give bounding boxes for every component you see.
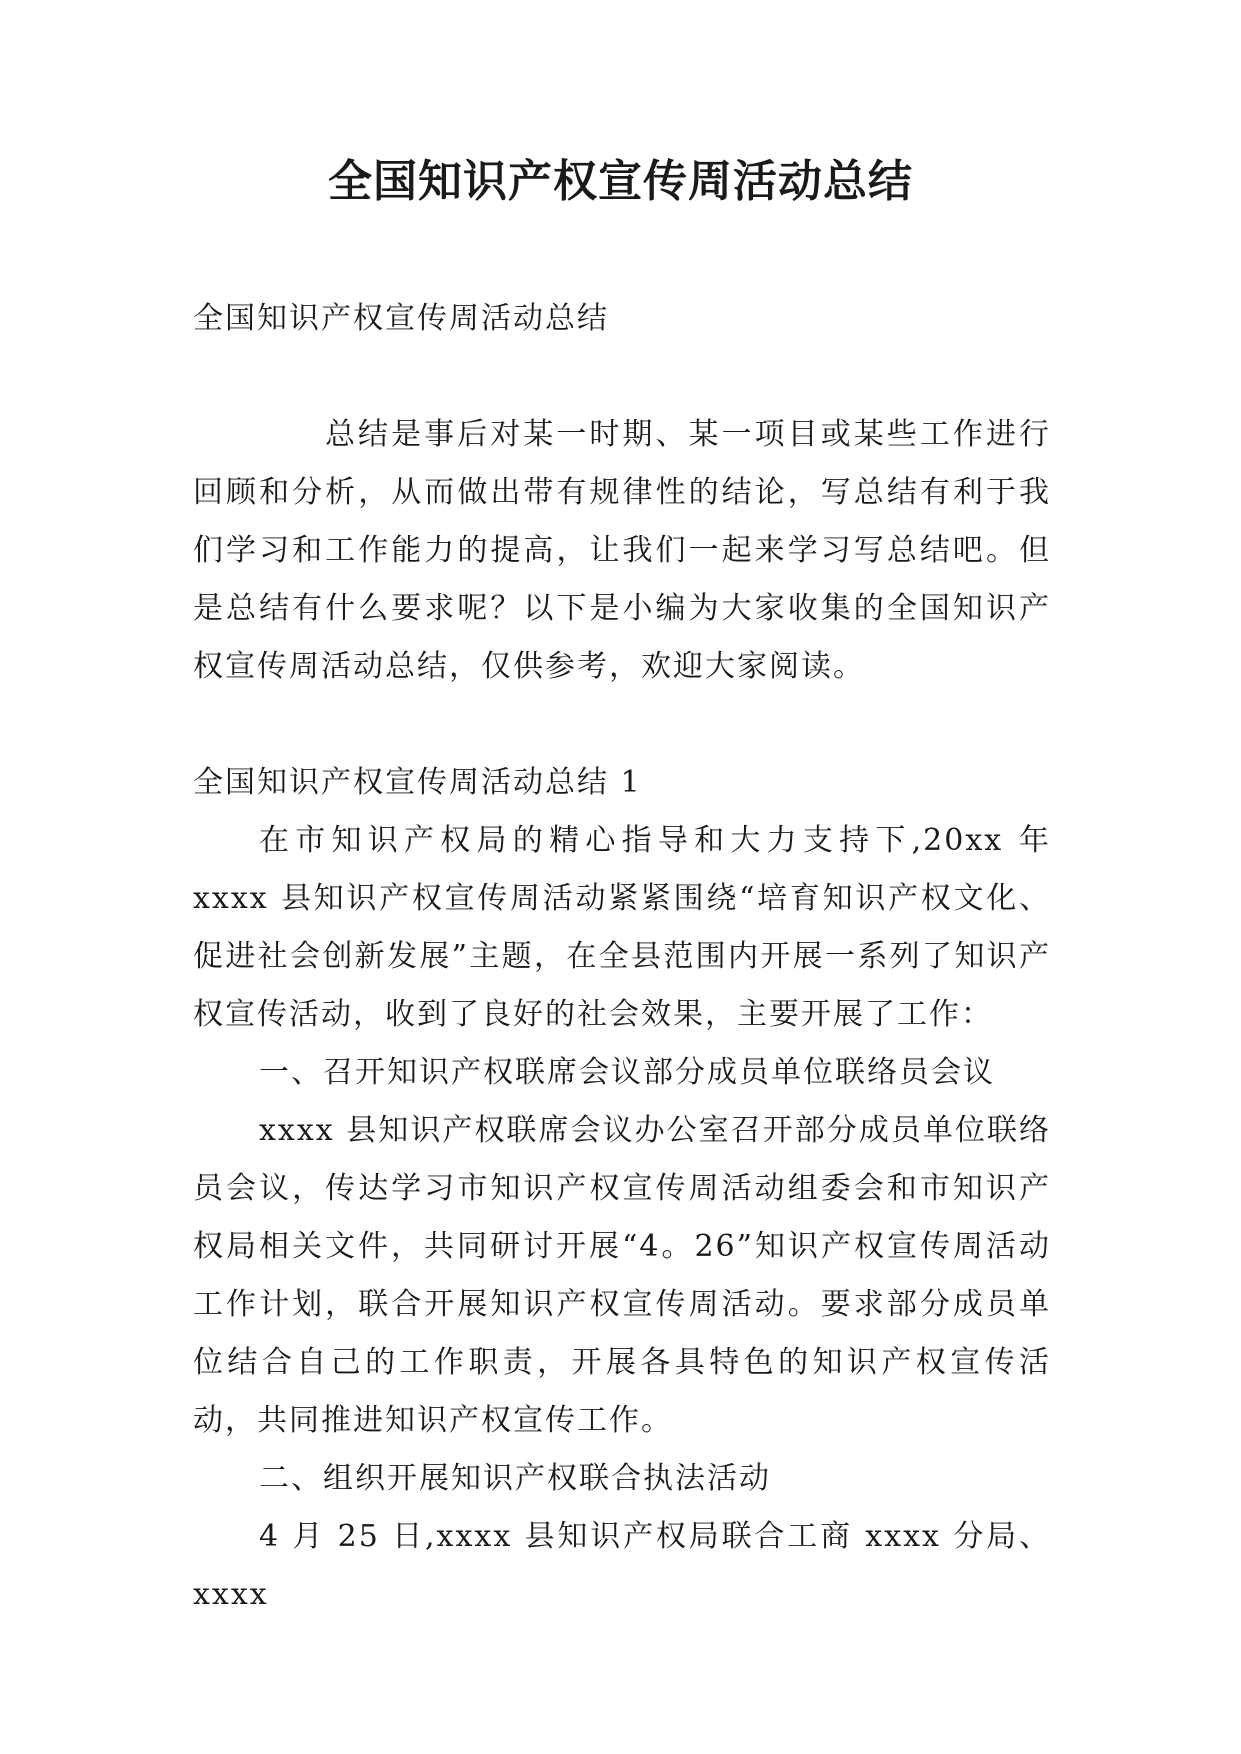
body-paragraph: 在市知识产权局的精心指导和大力支持下,20xx 年 xxxx 县知识产权宣传周活动紧紧围绕“培育知识产权文化、促进社会创新发展”主题，在全县范围内开展一系列了知识产权宣传活动，收到了良好的社会效果，主要开展了工作：: [193, 823, 1051, 1032]
body-paragraph: xxxx 县知识产权联席会议办公室召开部分成员单位联络员会议，传达学习市知识产权宣传周活动组委会和市知识产权局相关文件，共同研讨开展“4。26”知识产权宣传周活动工作计划，联合开展知识产权宣传周活动。要求部分成员单位结合自己的工作职责，开展各具特色的知识产权宣传活动，共同推进知识产权宣传工作。: [193, 1113, 1051, 1438]
document-body: [193, 290, 1051, 1624]
section-heading-2: 二、组织开展知识产权联合执法活动: [259, 1461, 771, 1496]
section-heading-1: 一、召开知识产权联席会议部分成员单位联络员会议: [259, 1055, 995, 1090]
document-title: 全国知识产权宣传周活动总结: [328, 156, 913, 207]
body-paragraph: 4 月 25 日,xxxx 县知识产权局联合工商 xxxx 分局、xxxx: [193, 1519, 1051, 1612]
section-title: 全国知识产权宣传周活动总结 1: [193, 765, 642, 800]
intro-paragraph: 总结是事后对某一时期、某一项目或某些工作进行回顾和分析，从而做出带有规律性的结论，写总结有利于我们学习和工作能力的提高，让我们一起来学习写总结吧。但是总结有什么要求呢？以下是小编为大家收集的全国知识产权宣传周活动总结，仅供参考，欢迎大家阅读。: [193, 417, 1051, 684]
document-subtitle: 全国知识产权宣传周活动总结: [193, 301, 609, 336]
